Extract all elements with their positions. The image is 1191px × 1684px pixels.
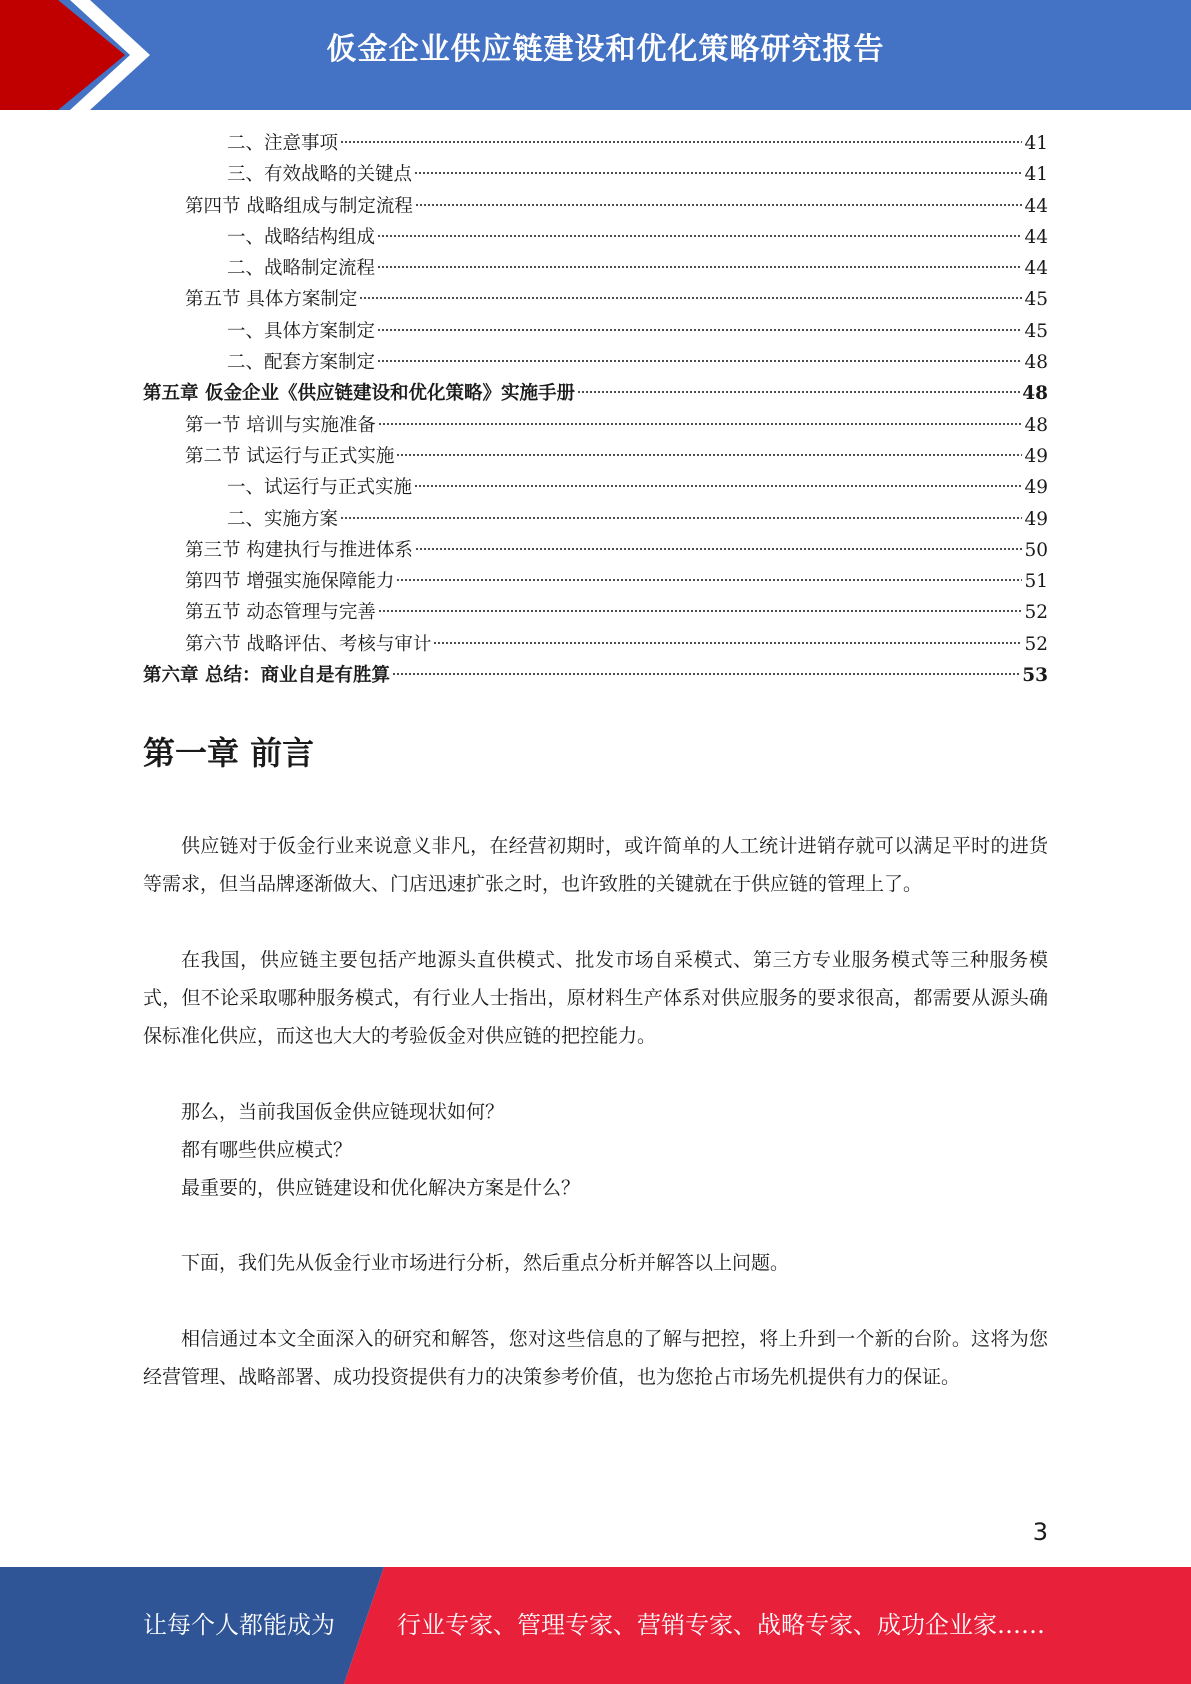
- toc-dot-leader: [378, 422, 1023, 426]
- toc-entry[interactable]: [143, 253, 1048, 284]
- toc-entry-page: 52: [1024, 633, 1048, 655]
- toc-dot-leader: [377, 359, 1022, 363]
- toc-entry-page: 50: [1024, 539, 1048, 561]
- toc-entry[interactable]: [143, 128, 1048, 159]
- toc-entry[interactable]: [143, 222, 1048, 253]
- toc-entry-label: 一、试运行与正式实施: [227, 477, 413, 499]
- toc-entry-page: 44: [1024, 195, 1048, 217]
- footer-slogan-left: 让每个人都能成为: [143, 1611, 335, 1639]
- toc-entry[interactable]: [143, 597, 1048, 628]
- toc-entry[interactable]: [143, 472, 1048, 503]
- toc-dot-leader: [392, 672, 1020, 676]
- toc-entry-label: 第三节 构建执行与推进体系: [185, 539, 413, 561]
- toc-entry[interactable]: [143, 441, 1048, 472]
- toc-entry-page: 44: [1024, 226, 1048, 248]
- toc-entry-label: 一、具体方案制定: [227, 320, 376, 342]
- chapter-body: [143, 827, 1048, 1396]
- toc-entry-page: 49: [1024, 508, 1048, 530]
- toc-dot-leader: [378, 609, 1023, 613]
- toc-dot-leader: [396, 453, 1022, 457]
- toc-entry-label: 第二节 试运行与正式实施: [185, 445, 395, 467]
- toc-entry-label: 二、战略制定流程: [227, 258, 376, 280]
- toc-entry-page: 45: [1024, 320, 1048, 342]
- paragraph: 在我国，供应链主要包括产地源头直供模式、批发市场自采模式、第三方专业服务模式等三种服务模式，但不论采取哪种服务模式，有行业人士指出，原材料生产体系对供应服务的要求很高，都需要从源头确保标准化供应，而这也大大的考验仮金对供应链的把控能力。: [143, 949, 1048, 1047]
- toc-entry-page: 41: [1024, 133, 1048, 154]
- toc-entry-label: 第六节 战略评估、考核与审计: [185, 633, 432, 655]
- toc-entry-label: 三、有效战略的关键点: [227, 164, 413, 186]
- toc-dot-leader: [340, 140, 1022, 144]
- toc-entry-label: 第四节 战略组成与制定流程: [185, 195, 413, 217]
- toc-entry-page: 53: [1022, 665, 1048, 687]
- toc-dot-leader: [415, 203, 1023, 207]
- toc-entry-label: 第六章 总结：商业自是有胜算: [143, 665, 390, 687]
- toc-entry[interactable]: [143, 566, 1048, 597]
- toc-dot-leader: [433, 641, 1022, 645]
- toc-entry-label: 一、战略结构组成: [227, 226, 376, 248]
- paragraph: 下面，我们先从仮金行业市场进行分析，然后重点分析并解答以上问题。: [181, 1252, 790, 1274]
- toc-entry-page: 51: [1024, 571, 1048, 593]
- toc-entry-page: 41: [1024, 164, 1048, 186]
- toc-dot-leader: [414, 171, 1022, 175]
- toc-entry-label: 二、配套方案制定: [227, 352, 376, 374]
- toc-dot-leader: [396, 578, 1022, 582]
- toc-entry-page: 49: [1024, 477, 1048, 499]
- toc-entry[interactable]: [143, 159, 1048, 190]
- toc-dot-leader: [414, 484, 1022, 488]
- page-header: [0, 0, 1191, 110]
- chapter-title: 第一章 前言: [143, 734, 315, 772]
- toc-entry[interactable]: [143, 629, 1048, 660]
- toc-entry[interactable]: [143, 284, 1048, 315]
- toc-dot-leader: [340, 516, 1022, 520]
- toc-dot-leader: [577, 390, 1020, 394]
- page-footer: [0, 1567, 1191, 1684]
- toc-entry-page: 44: [1024, 258, 1048, 280]
- toc-dot-leader: [377, 234, 1022, 238]
- footer-slogan-right: 行业专家、管理专家、营销专家、战略专家、成功企业家……: [397, 1611, 1045, 1639]
- toc-entry[interactable]: [143, 504, 1048, 535]
- toc-entry[interactable]: [143, 660, 1048, 691]
- toc-entry[interactable]: [143, 410, 1048, 441]
- toc-entry-label: 第一节 培训与实施准备: [185, 414, 376, 436]
- question-line: 都有哪些供应模式？: [181, 1139, 353, 1161]
- toc-entry-page: 52: [1024, 602, 1048, 624]
- toc-entry[interactable]: [143, 378, 1048, 409]
- question-line: 那么，当前我国仮金供应链现状如何？: [181, 1101, 505, 1123]
- toc-entry-page: 49: [1024, 445, 1048, 467]
- toc-dot-leader: [415, 547, 1023, 551]
- toc-dot-leader: [377, 265, 1022, 269]
- toc-entry-page: 45: [1024, 289, 1048, 311]
- toc-entry[interactable]: [143, 316, 1048, 347]
- toc-dot-leader: [377, 328, 1022, 332]
- toc-entry-page: 48: [1022, 383, 1048, 405]
- toc-entry-page: 48: [1024, 414, 1048, 436]
- paragraph: 相信通过本文全面深入的研究和解答，您对这些信息的了解与把控，将上升到一个新的台阶。这将为您经营管理、战略部署、成功投资提供有力的决策参考价值，也为您抢占市场先机提供有力的保证。: [143, 1328, 1048, 1388]
- table-of-contents: [143, 128, 1048, 691]
- toc-entry-label: 二、注意事项: [227, 133, 339, 154]
- page-number: 3: [1032, 1518, 1048, 1546]
- report-title: 仮金企业供应链建设和优化策略研究报告: [326, 32, 885, 67]
- toc-entry[interactable]: [143, 191, 1048, 222]
- toc-entry-label: 第四节 增强实施保障能力: [185, 571, 395, 593]
- question-line: 最重要的，供应链建设和优化解决方案是什么？: [181, 1177, 581, 1199]
- toc-entry-label: 第五节 具体方案制定: [185, 289, 358, 311]
- paragraph: 供应链对于仮金行业来说意义非凡，在经营初期时，或许简单的人工统计进销存就可以满足平时的进货等需求，但当品牌逐渐做大、门店迅速扩张之时，也许致胜的关键就在于供应链的管理上了。: [143, 835, 1048, 895]
- toc-entry-page: 48: [1024, 352, 1048, 374]
- toc-entry[interactable]: [143, 347, 1048, 378]
- toc-entry-label: 第五节 动态管理与完善: [185, 602, 376, 624]
- toc-entry-label: 二、实施方案: [227, 508, 339, 530]
- toc-entry[interactable]: [143, 535, 1048, 566]
- toc-dot-leader: [359, 296, 1022, 300]
- toc-entry-label: 第五章 仮金企业《供应链建设和优化策略》实施手册: [143, 383, 575, 405]
